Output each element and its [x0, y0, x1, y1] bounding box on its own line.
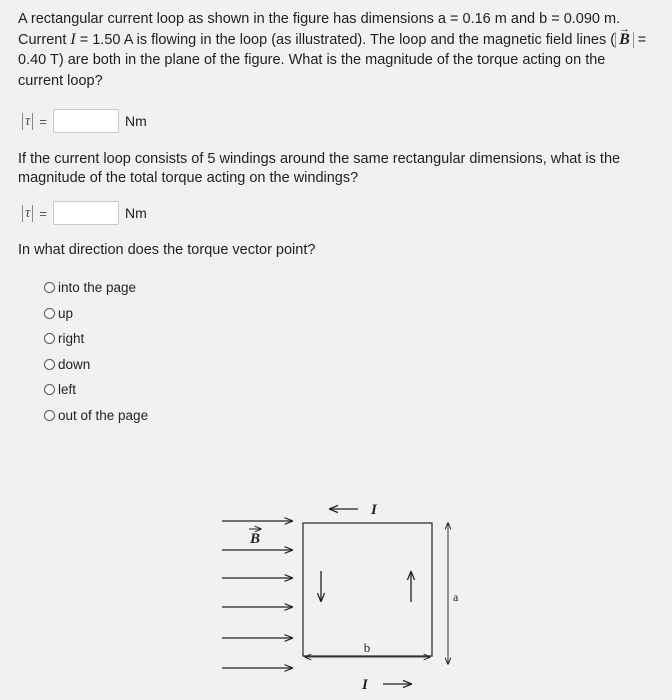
current-label-top: I — [371, 502, 377, 518]
dimension-a-label: a — [453, 590, 459, 604]
torque-label: τ = — [20, 113, 47, 130]
dimension-b-label: b — [363, 640, 371, 655]
total-torque-unit: Nm — [124, 205, 147, 221]
option-down[interactable]: down — [44, 352, 148, 378]
question-3-text: In what direction does the torque vector point? — [18, 242, 316, 258]
option-left[interactable]: left — [44, 377, 148, 403]
option-right[interactable]: right — [44, 326, 148, 352]
current-loop — [303, 523, 432, 656]
question-1-part2: = 1.50 A is flowing in the loop (as illustrated). The loop and the magnetic field lines ( — [79, 31, 616, 48]
current-symbol: I — [70, 30, 76, 48]
field-label: B — [249, 531, 261, 547]
option-into-the-page[interactable]: into the page — [44, 275, 148, 301]
option-up[interactable]: up — [44, 301, 148, 327]
option-out-of-the-page[interactable]: out of the page — [44, 403, 148, 429]
total-torque-label: τ = — [20, 205, 47, 222]
torque-unit: Nm — [124, 113, 147, 129]
question-2-text: If the current loop consists of 5 windings around the same rectangular dimensions, what is the magnitude of the total torque acting on the windings? — [18, 151, 621, 186]
field-vector-symbol: → B — [615, 32, 634, 48]
question-1-part1: A rectangular current loop as shown in the figure has dimensions a = 0.16 m and b = 0.090 m. Current — [18, 11, 621, 48]
question-1-part3: = 0.40 T) are both in the plane of the figure. What is the magnitude of the torque acting on the current loop? — [18, 31, 647, 89]
current-label-bottom: I — [362, 677, 368, 693]
